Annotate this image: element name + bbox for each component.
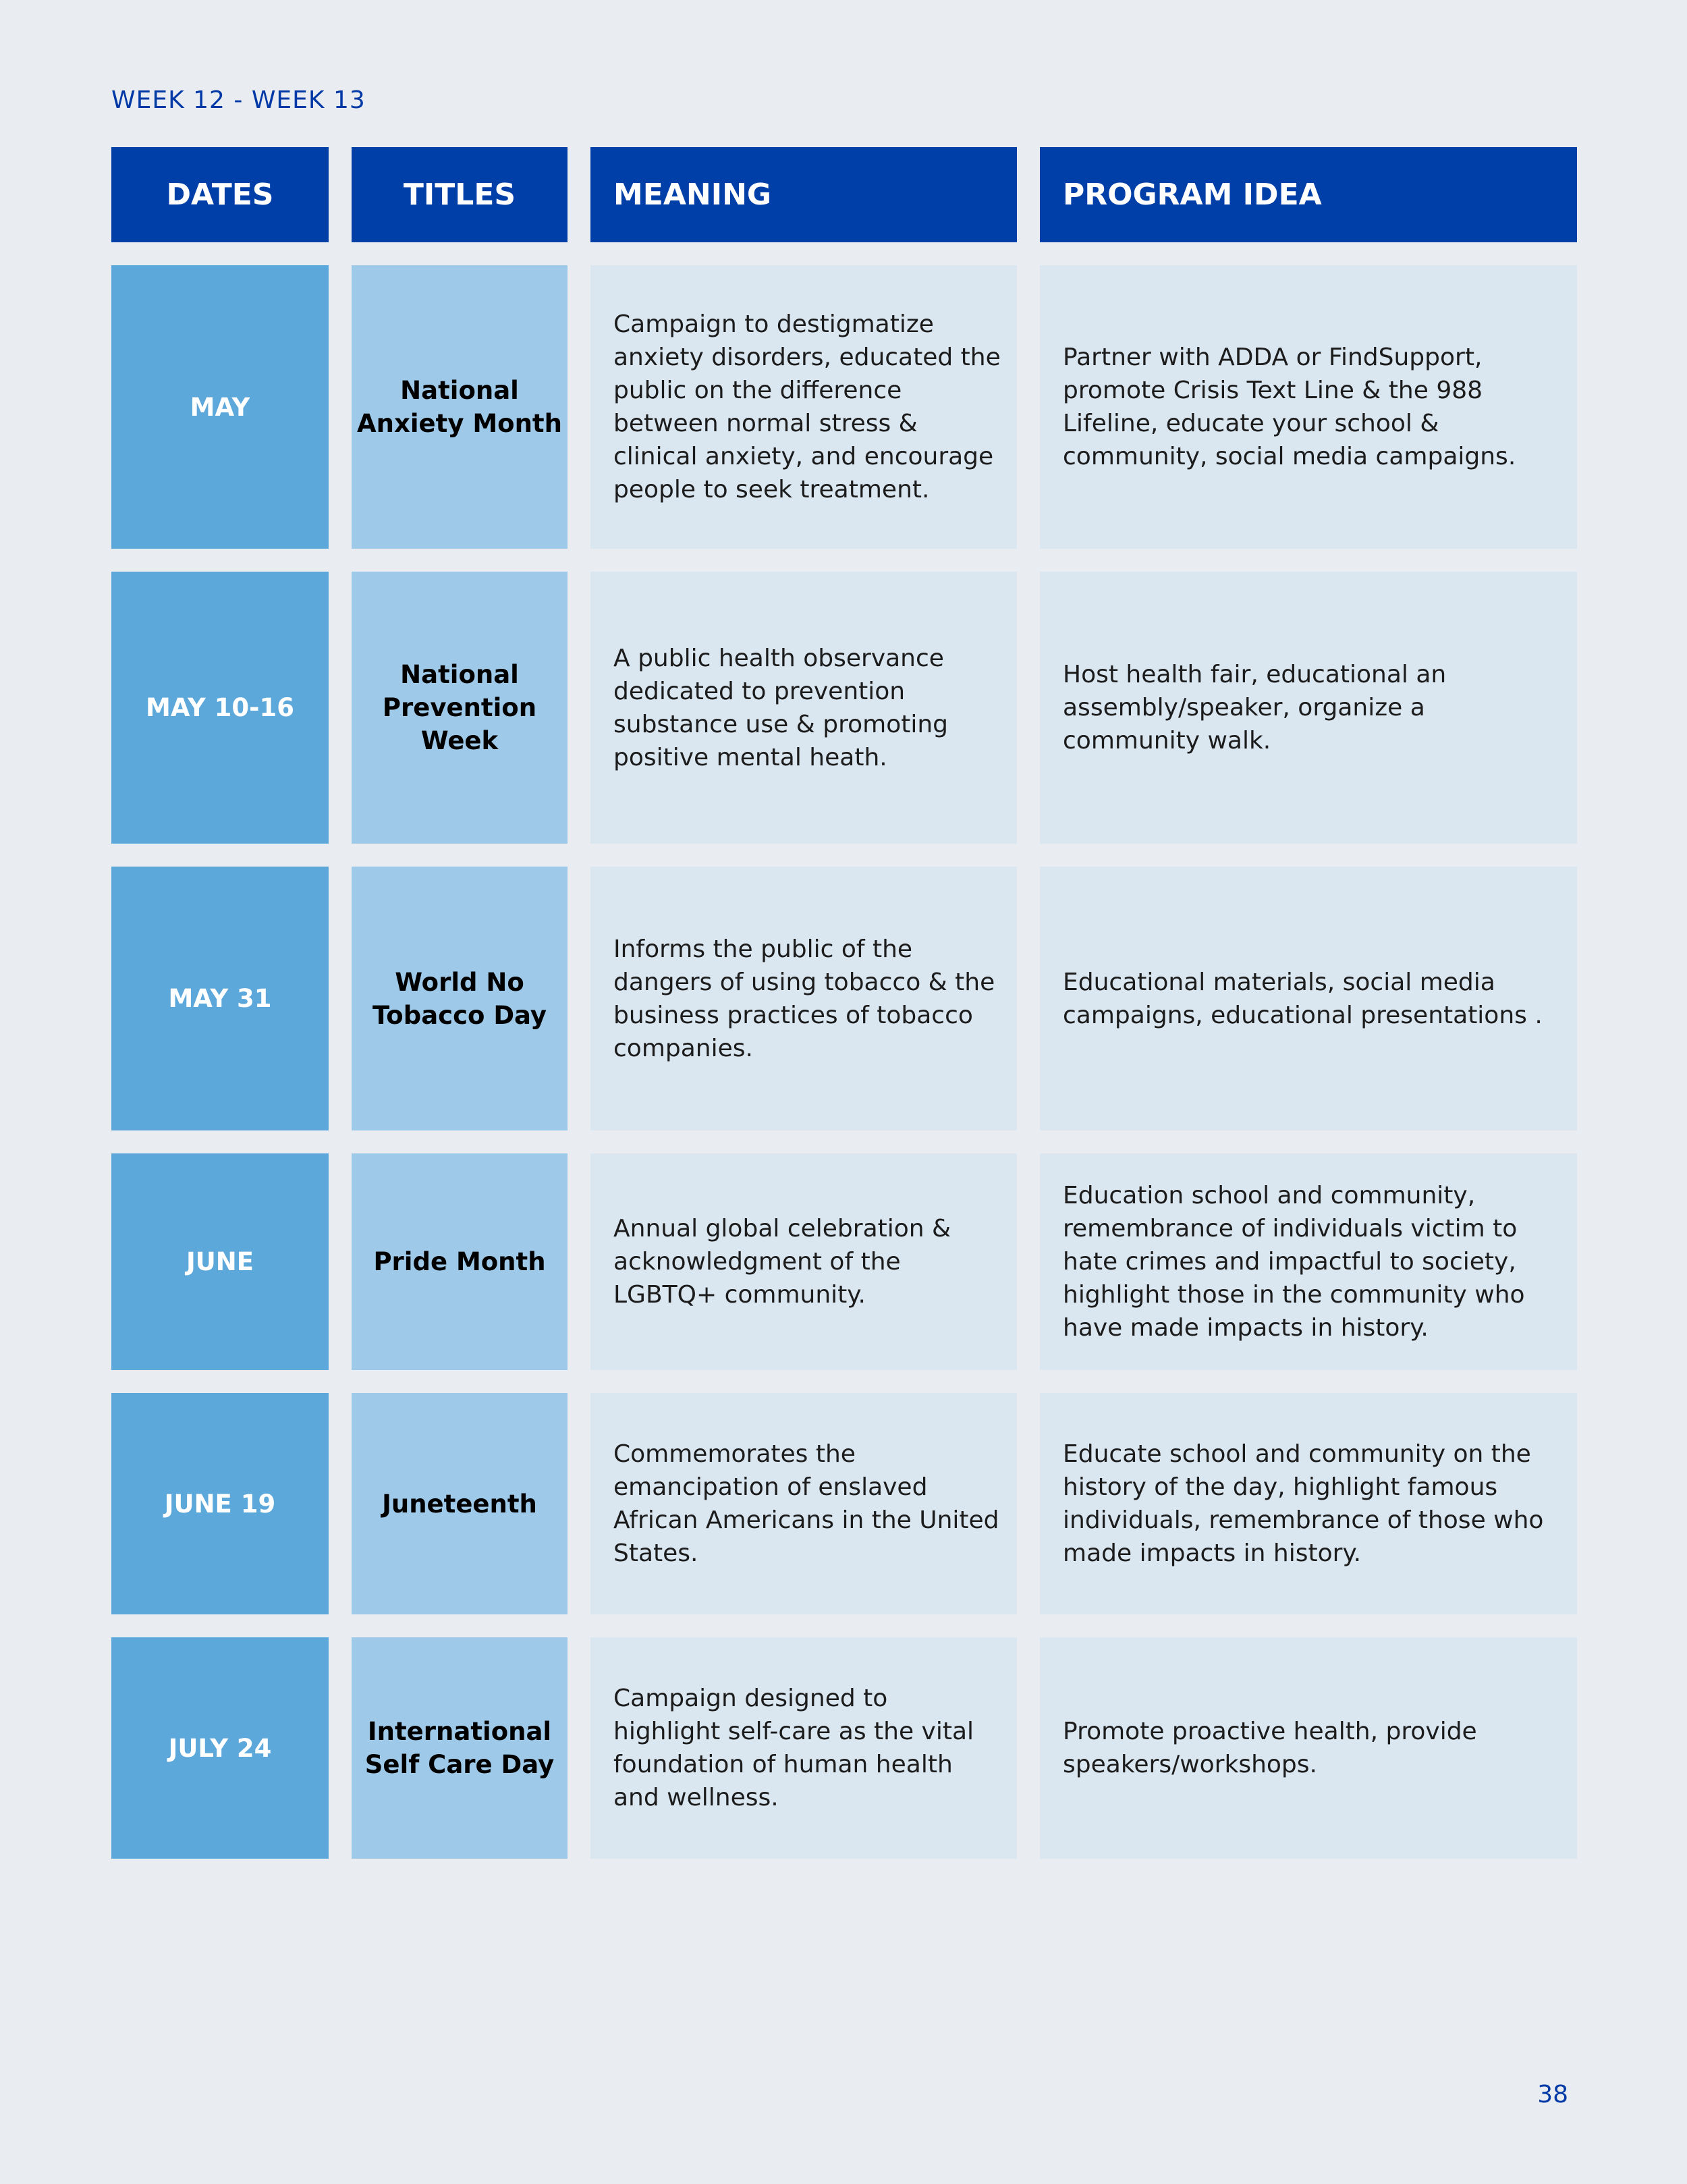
program-idea-cell (1040, 1153, 1577, 1370)
program-idea-cell (1040, 1393, 1577, 1614)
title-text: Pride Month (373, 1247, 546, 1276)
table-row (111, 1153, 1576, 1370)
week-range-heading: WEEK 12 - WEEK 13 (111, 86, 366, 114)
title-cell (352, 1393, 568, 1614)
table-row (111, 265, 1576, 549)
title-cell (352, 1637, 568, 1859)
program-idea-text: Host health fair, educational an assembly/speaker, organize a community walk. (1063, 661, 1447, 755)
date-text: MAY 31 (168, 984, 272, 1013)
table-row (111, 867, 1576, 1130)
meaning-cell (590, 1153, 1017, 1370)
meaning-text: A public health observance dedicated to prevention substance use & promoting positive mental heath. (613, 644, 949, 771)
column-header-meaning: MEANING (590, 147, 1017, 242)
meaning-text: Annual global celebration & acknowledgment of the LGBTQ+ community. (613, 1215, 951, 1309)
date-text: JUNE 19 (164, 1489, 276, 1519)
title-cell (352, 867, 568, 1130)
meaning-text: Informs the public of the dangers of using tobacco & the business practices of tobacco companies. (613, 935, 995, 1062)
meaning-cell (590, 1393, 1017, 1614)
date-cell (111, 1393, 329, 1614)
meaning-cell (590, 265, 1017, 549)
page-number: 38 (1537, 2081, 1568, 2108)
meaning-cell (590, 1637, 1017, 1859)
meaning-text: Campaign designed to highlight self-care as the vital foundation of human health and wellness. (613, 1685, 974, 1811)
program-idea-cell (1040, 572, 1577, 844)
column-header-titles: TITLES (352, 147, 568, 242)
title-cell (352, 265, 568, 549)
table-row (111, 572, 1576, 844)
table-row (111, 1393, 1576, 1614)
title-cell (352, 572, 568, 844)
date-cell (111, 1153, 329, 1370)
program-idea-text: Educate school and community on the history of the day, highlight famous individuals, remembrance of those who made impacts in history. (1063, 1440, 1544, 1567)
program-idea-text: Promote proactive health, provide speakers/workshops. (1063, 1718, 1477, 1778)
title-text: National Prevention Week (382, 660, 537, 755)
date-text: MAY (190, 392, 250, 422)
table-header-row (111, 147, 1576, 242)
table-row (111, 1637, 1576, 1859)
program-idea-cell (1040, 265, 1577, 549)
program-idea-text: Educational materials, social media campaigns, educational presentations . (1063, 968, 1543, 1029)
title-text: National Anxiety Month (357, 376, 562, 438)
title-cell (352, 1153, 568, 1370)
date-cell (111, 265, 329, 549)
meaning-text: Commemorates the emancipation of enslaved African Americans in the United States. (613, 1440, 999, 1567)
date-cell (111, 572, 329, 844)
meaning-cell (590, 572, 1017, 844)
program-idea-cell (1040, 1637, 1577, 1859)
date-cell (111, 867, 329, 1130)
title-text: International Self Care Day (364, 1717, 555, 1779)
date-text: JUNE (186, 1247, 254, 1276)
column-header-program-idea: PROGRAM IDEA (1040, 147, 1577, 242)
program-idea-text: Education school and community, remembrance of individuals victim to hate crimes and impactful to society, highlight those in the community who have made impacts in history. (1063, 1182, 1525, 1342)
observance-schedule-table (111, 147, 1576, 1882)
meaning-cell (590, 867, 1017, 1130)
date-text: MAY 10-16 (146, 693, 294, 722)
title-text: Juneteenth (382, 1489, 537, 1519)
program-idea-cell (1040, 867, 1577, 1130)
date-cell (111, 1637, 329, 1859)
title-text: World No Tobacco Day (372, 967, 547, 1030)
program-idea-text: Partner with ADDA or FindSupport, promote Crisis Text Line & the 988 Lifeline, educate your school & community, social media campaigns. (1063, 344, 1516, 470)
date-text: JULY 24 (168, 1733, 272, 1763)
column-header-dates: DATES (111, 147, 329, 242)
meaning-text: Campaign to destigmatize anxiety disorders, educated the public on the difference between normal stress & clinical anxiety, and encourage people to seek treatment. (613, 310, 1001, 503)
